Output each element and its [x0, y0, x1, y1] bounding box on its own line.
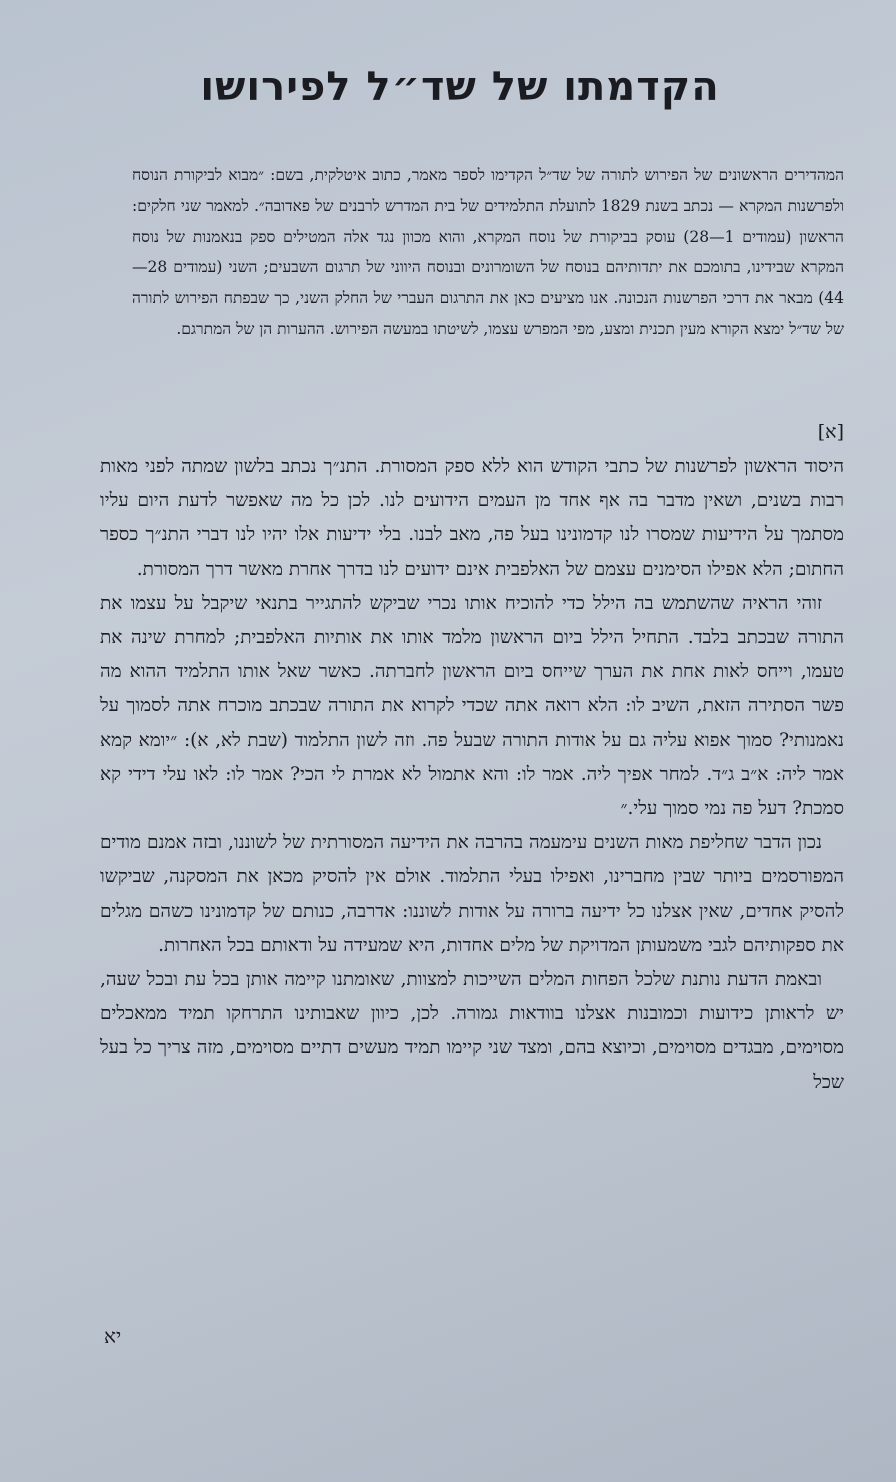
body-paragraph: נכון הדבר שחליפת מאות השנים עימעמה בהרבה את הידיעה המסורתית של לשוננו, ובזה אמנם מודים המפורסמים ביותר שבין מחברינו, ואפילו בעלי התלמוד. אולם אין להסיק מכאן את המסקנה, שביקשו להסיק אחדים, שאין אצלנו כל ידיעה ברורה על אודות לשוננו: אדרבה, כנותם של קדמונינו כשהם מגלים את ספקותיהם לגבי משמעותן המדויקת של מלים אחדות, היא שמעידה על ודאותם בכל האחרות.: [100, 832, 844, 956]
page-number: יא: [104, 1324, 122, 1348]
editor-intro-paragraph: המהדירים הראשונים של הפירוש לתורה של שד״ל הקדימו לספר מאמר, כתוב איטלקית, בשם: ״מבוא לביקורת הנוסח ולפרשנות המקרא — נכתב בשנת 1829 לתועלת התלמידים של בית המדרש לרבנים של פאדובה״. למאמר שני חלקים: הראשון (עמודים 1—28) עוסק בביקורת של נוסח המקרא, והוא מכוון נגד אלה המטילים ספק בנאמנות של נוסח המקרא שבידינו, בתומכם את יתדותיהם בנוסח של השומרונים ובנוסח היווני של תרגום השבעים; השני (עמודים 28—44) מבאר את דרכי הפרשנות הנכונה. אנו מציעים כאן את התרגום העברי של החלק השני, כך שבפתח הפירוש לתורה של שד״ל ימצא הקורא מעין תכנית ומצע, מפי המפרש עצמו, לשיטתו במעשה הפירוש. ההערות הן של המתרגם.: [132, 166, 844, 338]
main-body-text: [100, 450, 844, 1100]
body-paragraph: זוהי הראיה שהשתמש בה הילל כדי להוכיח אותו נכרי שביקש להתגייר בתנאי שיקבל על עצמו את התורה שבכתב בלבד. התחיל הילל ביום הראשון מלמד אותו את אותיות האלפבית; למחרת שינה את טעמו, וייחס לאות אחת את הערך שייחס ביום הראשון לחברתה. כאשר שאל אותו התלמיד ההוא מה פשר הסתירה הזאת, השיב לו: הלא רואה אתה שכדי לקרוא את התורה שבכתב מוכרח אתה לסמוך על נאמנותי? סמוך אפוא עליה גם על אודות התורה שבעל פה. וזה לשון התלמוד (שבת לא, א): ״יומא קמא אמר ליה: א״ב ג״ד. למחר אפיך ליה. אמר לו: והא אתמול לא אמרת לי הכי? אמר לו: לאו עלי דידי קא סמכת? דעל פה נמי סמוך עלי.״: [100, 592, 844, 820]
body-paragraph: ובאמת הדעת נותנת שלכל הפחות המלים השייכות למצוות, שאומתנו קיימה אותן בכל עת ובכל שעה, יש לראותן כידועות וכמובנות אצלנו בוודאות גמורה. לכן, כיוון שאבותינו התרחקו תמיד ממאכלים מסוימים, מבגדים מסוימים, וכיוצא בהם, ומצד שני קיימו תמיד מעשים דתיים מסוימים, מזה צריך כל בעל שכל: [100, 969, 844, 1093]
page-title: הקדמתו של שד״ל לפירושו: [200, 64, 720, 110]
section-marker: [א]: [817, 421, 844, 443]
body-paragraph: היסוד הראשון לפרשנות של כתבי הקודש הוא ללא ספק המסורת. התנ״ך נכתב בלשון שמתה לפני מאות רבות בשנים, ושאין מדבר בה אף אחד מן העמים הידועים לנו. לכן כל מה שאפשר לדעת היום עליו מסתמך על הידיעות שמסרו לנו קדמונינו בעל פה, מאב לבנו. בלי ידיעות אלו יהיו לנו דברי התנ״ך כספר החתום; הלא אפילו הסימנים עצמם של האלפבית אינם ידועים לנו בדרך אחרת מאשר דרך המסורת.: [100, 456, 844, 580]
